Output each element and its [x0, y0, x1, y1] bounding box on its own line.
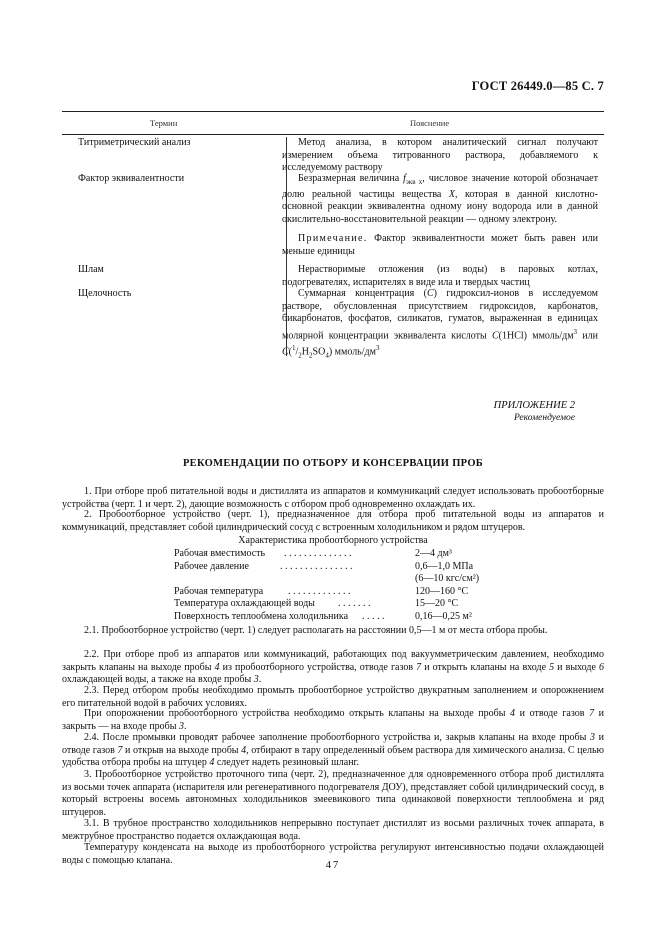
spec-dots: . . . . . . . . . . . . . [288, 586, 351, 597]
paragraph-3-1-b: Температуру конденсата на выходе из пробоотборного устройства регулируют интенсивностью подачи охлаждающей воды с помощью клапана. [62, 842, 604, 866]
spec-value-temperature: 120—160 °С [415, 586, 469, 597]
paragraph-2-2: 2.2. При отборе проб из аппаратов или коммуникаций, работающих под вакуумметрическим давлением, необходимо закрыть клапаны на выходе пробы 4 из пробоотборного устройства, отводе газов 7 и открыть клапаны на входе 5 и выходе 6 охлаждающей воды, а также на входе пробы 3. [62, 649, 604, 685]
paragraph-2: 2. Пробоотборное устройство (черт. 1), предназначенное для отбора проб питательной воды из аппаратов и коммуникаций, представляет собой цилиндрический сосуд с встроенным холодильником и рядом штуцеров. [62, 509, 604, 533]
note-label: Примечание. [298, 233, 368, 244]
expl-sludge: Нерастворимые отложения (из воды) в паровых котлах, подогревателях, испарителях в виде ила и твердых частиц [282, 264, 598, 288]
paragraph-2-4: 2.4. После промывки проводят рабочее заполнение пробоотборного устройства и, закрыв клапаны на входе пробы 3 и отводе газов 7 и открыв на выходе пробы 4, отбирают в тару определенный объем раствора для химического анализа. С целью удобства отбора пробы на штуцер 4 следует надеть резиновый шланг. [62, 732, 604, 768]
spec-label-pressure: Рабочее давление [174, 561, 249, 572]
document-header: ГОСТ 26449.0—85 С. 7 [471, 79, 604, 93]
spec-value-capacity: 2—4 дм³ [415, 548, 452, 559]
term-alkalinity: Щелочность [78, 288, 132, 299]
section-title: РЕКОМЕНДАЦИИ ПО ОТБОРУ И КОНСЕРВАЦИИ ПРОБ [182, 458, 484, 469]
expl-equivalence-factor: Безразмерная величина $f_{экв x}$, числовое значение которой обозначает долю реальной частицы вещества X, которая в данной кислотно-основной реакции эквивалентна одному иону водорода или в данной окислительно-восстановительной реакции — одному электрону. Примечание. Фактор эквивалентности может быть равен или меньше единицы [282, 173, 598, 257]
term-equivalence-factor: Фактор эквивалентности [78, 173, 185, 184]
paragraph-2-3-b: При опорожнении пробоотборного устройства необходимо открыть клапаны на выходе пробы 4 и отводе газов 7 и закрыть — на входе пробы 3. [62, 708, 605, 732]
spec-label-temperature: Рабочая температура [174, 586, 264, 597]
spec-label-capacity: Рабочая вместимость [174, 548, 266, 559]
paragraph-3: 3. Пробоотборное устройство проточного типа (черт. 2), предназначенное для одновременного отбора проб дистиллята из восьми точек аппарата (испарителя или регенеративного подогревателя ДОУ), представляет собой цилиндрический сосуд, в который встроены восемь автономных холодильников змеевикового типа одинаковой поверхности теплообмена и ряд штуцеров. [62, 769, 604, 818]
table-col-expl-header: Пояснение [410, 118, 450, 128]
page-number: 47 [325, 860, 341, 871]
spec-value-pressure-kgf: (6—10 кгс/см²) [415, 573, 480, 584]
paragraph-1: 1. При отборе проб питательной воды и дистиллята из аппаратов и коммуникаций следует использовать пробоотборные устройства (черт. 1 и черт. 2), дающие возможность с отбором проб одновременно охлаждать их. [62, 486, 604, 510]
term-titrimetric: Титриметрический анализ [78, 137, 191, 148]
table-top-rule [62, 111, 604, 112]
paragraph-3-1: 3.1. В трубное пространство холодильников непрерывно поступает дистиллят из восьми различных точек аппарата, в межтрубное пространство подается охлаждающая вода. [62, 818, 604, 842]
table-header-rule [62, 134, 604, 135]
paragraph-2-3: 2.3. Перед отбором пробы необходимо промыть пробоотборное устройство двукратным заполнением и опорожнением его питательной водой в рабочих условиях. [62, 685, 604, 709]
spec-label-cooling-water: Температура охлаждающей воды [174, 598, 315, 609]
appendix-label: ПРИЛОЖЕНИЕ 2 [493, 400, 575, 411]
spec-dots: . . . . . [362, 611, 385, 622]
expl-titrimetric: Метод анализа, в котором аналитический сигнал получают измерением объема титрованного раствора, добавляемого к исследуемому раствору [282, 137, 598, 173]
spec-dots: . . . . . . . . . . . . . . . [280, 561, 353, 572]
appendix-status: Рекомендуемое [513, 413, 575, 423]
spec-value-cooling-water: 15—20 °С [415, 598, 459, 609]
spec-dots: . . . . . . . [338, 598, 371, 609]
specs-title: Характеристика пробоотборного устройства [238, 535, 428, 546]
paragraph-2-1: 2.1. Пробоотборное устройство (черт. 1) следует располагать на расстоянии 0,5—1 м от места отбора пробы. [84, 625, 548, 636]
spec-label-heat-surface: Поверхность теплообмена холодильника [174, 611, 349, 622]
spec-dots: . . . . . . . . . . . . . . [284, 548, 352, 559]
spec-value-pressure: 0,6—1,0 МПа [415, 561, 474, 572]
expl-alkalinity: Суммарная концентрация (C) гидроксил-ионов в исследуемом растворе, обусловленная присутствием гидроксидов, карбонатов, бикарбонатов, фосфатов, силикатов, гуматов, выраженная в единицах молярной концентрации эквивалента кислоты C(1HCl) ммоль/$дм^3$ или $C(^1/_2H_2SO_4)$ ммоль/$дм^3$ [282, 288, 598, 360]
table-col-term-header: Термин [150, 118, 178, 128]
spec-value-heat-surface: 0,16—0,25 м² [415, 611, 472, 622]
term-sludge: Шлам [78, 264, 104, 275]
